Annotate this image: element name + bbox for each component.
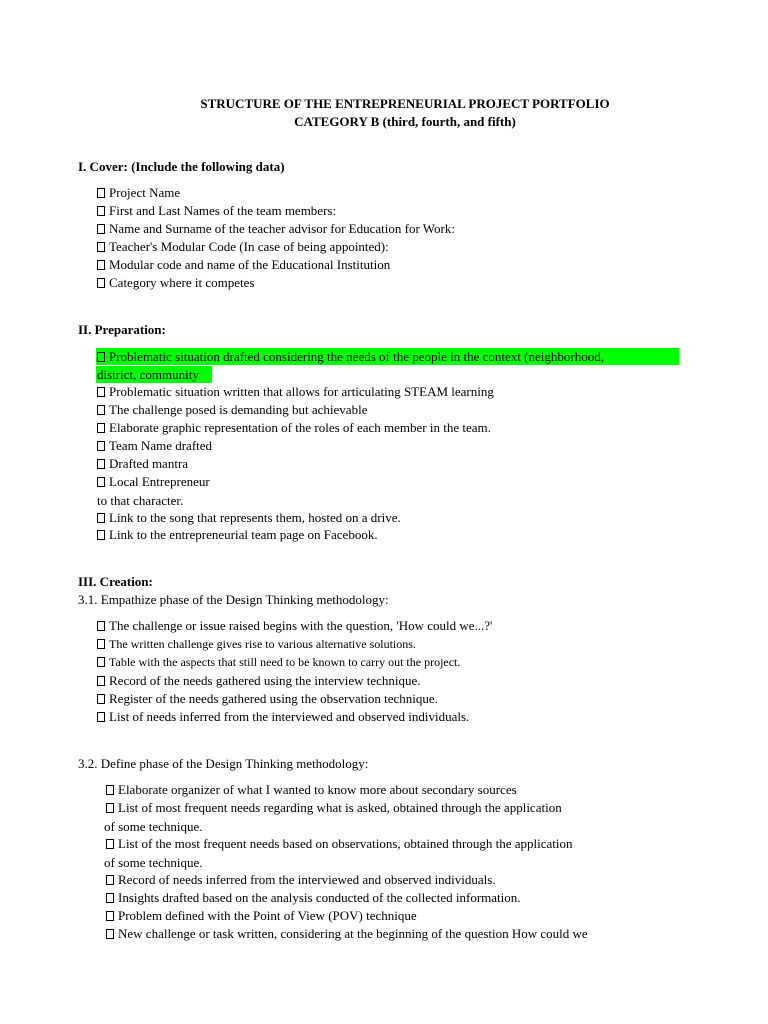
checkbox-icon xyxy=(97,260,105,270)
checkbox-icon xyxy=(106,875,114,885)
empathize-subheading: 3.1. Empathize phase of the Design Thinking methodology: xyxy=(78,592,389,607)
checkbox-icon xyxy=(106,839,114,849)
list-item: The challenge or issue raised begins with the question, 'How could we...?' xyxy=(97,619,492,632)
checkbox-icon xyxy=(97,639,105,649)
checkbox-icon xyxy=(97,530,105,540)
list-item-continuation: of some technique. xyxy=(104,855,203,870)
list-item: Team Name drafted xyxy=(97,439,212,452)
checkbox-icon xyxy=(97,657,105,667)
list-item: Elaborate organizer of what I wanted to know more about secondary sources xyxy=(106,783,517,796)
cover-heading: I. Cover: (Include the following data) xyxy=(78,159,285,174)
list-item: Modular code and name of the Educational Institution xyxy=(97,258,390,271)
checkbox-icon xyxy=(97,352,105,362)
list-item-continuation: of some technique. xyxy=(104,819,203,834)
list-item: First and Last Names of the team members: xyxy=(97,204,336,217)
checkbox-icon xyxy=(97,278,105,288)
checkbox-icon xyxy=(106,893,114,903)
list-item: Record of the needs gathered using the interview technique. xyxy=(97,674,421,687)
list-item: Name and Surname of the teacher advisor for Education for Work: xyxy=(97,222,455,235)
list-item: Table with the aspects that still need to be known to carry out the project. xyxy=(97,656,460,668)
list-item: Problem defined with the Point of View (POV) technique xyxy=(106,909,417,922)
checkbox-icon xyxy=(97,224,105,234)
list-item-continuation: to that character. xyxy=(97,493,184,508)
checkbox-icon xyxy=(97,621,105,631)
creation-heading: III. Creation: xyxy=(78,574,153,589)
document-title-line-1: STRUCTURE OF THE ENTREPRENEURIAL PROJECT PORTFOLIO xyxy=(200,96,610,111)
checkbox-icon xyxy=(97,513,105,523)
preparation-heading: II. Preparation: xyxy=(78,322,166,337)
list-item: The challenge posed is demanding but achievable xyxy=(97,403,367,416)
checkbox-icon xyxy=(97,242,105,252)
list-item: List of the most frequent needs based on observations, obtained through the application xyxy=(106,837,573,850)
checkbox-icon xyxy=(106,803,114,813)
highlighted-list-item-continuation: district, community xyxy=(97,367,199,382)
list-item: Teacher's Modular Code (In case of being appointed): xyxy=(97,240,389,253)
list-item: Insights drafted based on the analysis conducted of the collected information. xyxy=(106,891,521,904)
list-item: Category where it competes xyxy=(97,276,254,289)
checkbox-icon xyxy=(97,459,105,469)
list-item: Elaborate graphic representation of the roles of each member in the team. xyxy=(97,421,491,434)
list-item: List of needs inferred from the interviewed and observed individuals. xyxy=(97,710,469,723)
checkbox-icon xyxy=(97,423,105,433)
list-item: Register of the needs gathered using the observation technique. xyxy=(97,692,438,705)
list-item: Link to the entrepreneurial team page on Facebook. xyxy=(97,528,378,541)
checkbox-icon xyxy=(97,405,105,415)
list-item: The written challenge gives rise to various alternative solutions. xyxy=(97,638,416,650)
define-subheading: 3.2. Define phase of the Design Thinking methodology: xyxy=(78,756,369,771)
document-title-line-2: CATEGORY B (third, fourth, and fifth) xyxy=(294,114,516,129)
list-item: Drafted mantra xyxy=(97,457,188,470)
list-item: Project Name xyxy=(97,186,180,199)
list-item: Local Entrepreneur xyxy=(97,475,210,488)
highlighted-list-item: Problematic situation drafted considering the needs of the people in the context (neighborhood, xyxy=(97,350,604,363)
list-item: Record of needs inferred from the interviewed and observed individuals. xyxy=(106,873,496,886)
checkbox-icon xyxy=(97,206,105,216)
list-item: List of most frequent needs regarding what is asked, obtained through the application xyxy=(106,801,562,814)
checkbox-icon xyxy=(106,911,114,921)
checkbox-icon xyxy=(97,387,105,397)
list-item: Problematic situation written that allows for articulating STEAM learning xyxy=(97,385,494,398)
checkbox-icon xyxy=(97,676,105,686)
checkbox-icon xyxy=(106,929,114,939)
checkbox-icon xyxy=(97,477,105,487)
checkbox-icon xyxy=(106,785,114,795)
checkbox-icon xyxy=(97,712,105,722)
checkbox-icon xyxy=(97,188,105,198)
checkbox-icon xyxy=(97,694,105,704)
list-item: New challenge or task written, considering at the beginning of the question How could we xyxy=(106,927,588,940)
checkbox-icon xyxy=(97,441,105,451)
list-item: Link to the song that represents them, hosted on a drive. xyxy=(97,511,401,524)
